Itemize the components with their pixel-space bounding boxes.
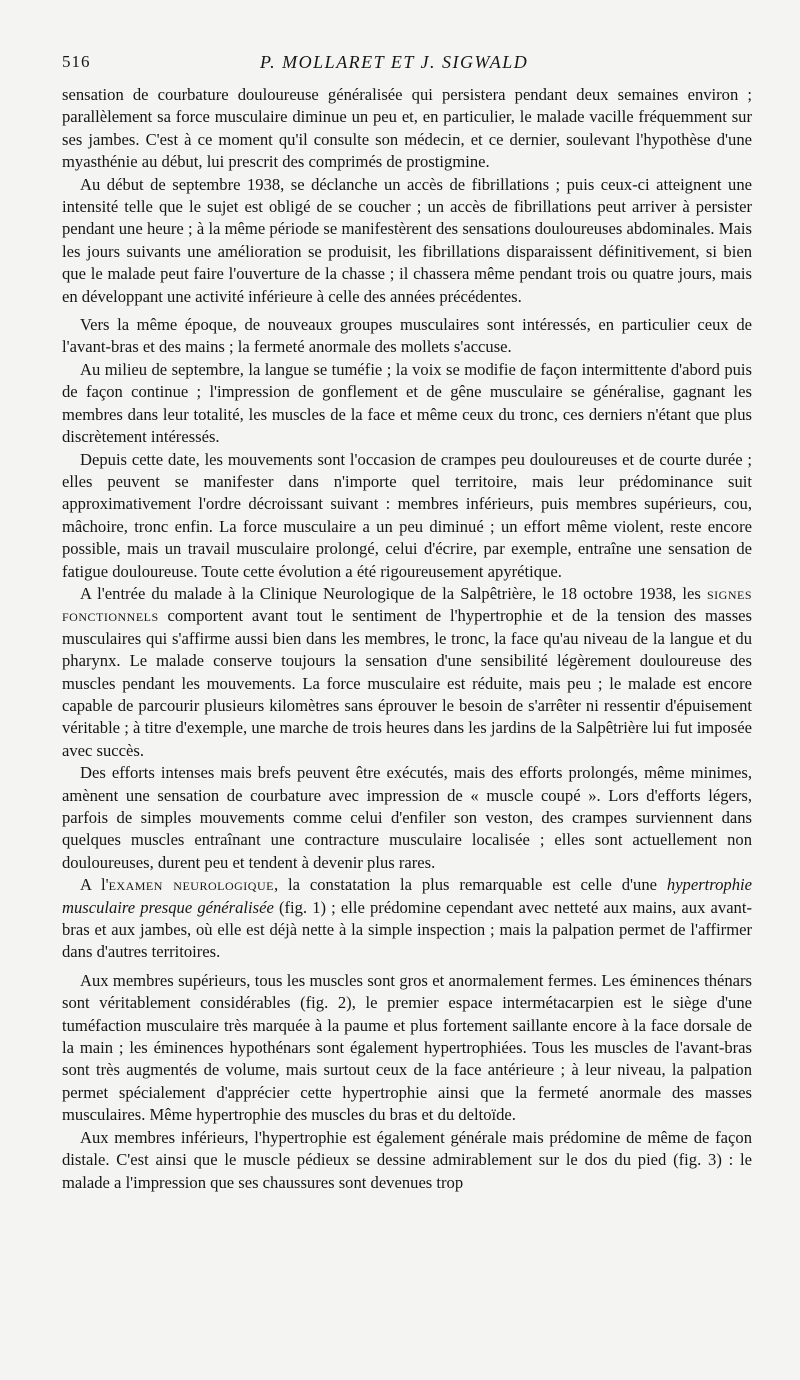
paragraph: Depuis cette date, les mouvements sont l'occasion de crampes peu douloureuses et de courte durée ; elles peuvent se manifester dans n'importe quel territoire, mais leur prédominance suit approximativement l'ordre décroissant suivant : membres inférieurs, puis membres supérieurs, cou, mâchoire, tronc enfin. La force musculaire a un peu diminué ; un effort même violent, reste encore possible, mais un travail musculaire prolongé, celui d'écrire, par exemple, entraîne une sensation de fatigue douloureuse. Toute cette évolution a été rigoureusement apyrétique.: [62, 449, 752, 581]
text-run: comportent avant tout le sentiment de l'hypertrophie et de la tension des masses musculaires qui s'affirme aussi bien dans les membres, le tronc, la face qu'au niveau de la langue et du pharynx. Le malade conserve toujours la sensation d'une sensibilité légèrement douloureuse des muscles pendant les mouvements. La force musculaire est réduite, mais peu ; le malade est encore capable de parcourir plusieurs kilomètres sans éprouver le besoin de s'arrêter ni ressentir d'épuisement véritable ; à titre d'exemple, une marche de trois heures dans les jardins de la Salpêtrière lui fut imposée avec succès.: [62, 606, 752, 760]
body-text: [62, 84, 752, 1194]
paragraph: [62, 583, 752, 762]
paragraph: Vers la même époque, de nouveaux groupes musculaires sont intéressés, en particulier ceux de l'avant-bras et des mains ; la fermeté anormale des mollets s'accuse.: [62, 315, 752, 357]
page-header: [62, 52, 762, 78]
paragraph: Des efforts intenses mais brefs peuvent être exécutés, mais des efforts prolongés, même minimes, amènent une sensation de courbature avec impression de « muscle coupé ». Lors d'efforts légers, parfois de simples mouvements comme celui d'enfiler son veston, des crampes surviennent dans quelques muscles entraînant une contracture musculaire localisée ; elles sont actuellement non douloureuses, durent peu et tendent à devenir plus rares.: [62, 763, 752, 872]
small-caps-heading: signes fonctionnels: [62, 583, 752, 626]
paragraph: Au début de septembre 1938, se déclanche un accès de fibrillations ; puis ceux-ci atteignent une intensité telle que le sujet est obligé de se coucher ; un accès de fibrillations peut arriver à persister pendant une heure ; à la même période se manifestèrent des sensations douloureuses abdominales. Mais les jours suivants une amélioration se produisit, les fibrillations disparaissent définitivement, si bien que le malade peut faire l'ouverture de la chasse ; il chassera même pendant trois ou quatre jours, mais en développant une activité inférieure à celle des années précédentes.: [62, 174, 752, 306]
text-run: A l': [80, 875, 109, 895]
text-run: (fig. 1) ; elle prédomine cependant avec netteté aux mains, aux avant-bras et aux jambes, où elle est déjà nette à la simple inspection ; mais la palpation permet de l'affirmer dans d'autres territoires.: [62, 897, 752, 962]
paragraph: Aux membres supérieurs, tous les muscles sont gros et anormalement fermes. Les éminences thénars sont véritablement considérables (fig. 2), le premier espace intermétacarpien est le siège d'une tuméfaction musculaire très marquée à la paume et plus fortement saillante encore à la face dorsale de la main ; les éminences hypothénars sont également hypertrophiées. Tous les muscles de l'avant-bras sont très augmentés de volume, mais surtout ceux de la face antérieure ; à leur niveau, la palpation permet spécialement d'apprécier cette hypertrophie ainsi que la fermeté anormale des masses musculaires. Même hypertrophie des muscles du bras et du deltoïde.: [62, 970, 752, 1125]
text-run: , la constatation la plus remarquable est celle d'une: [273, 875, 667, 895]
paragraph: Aux membres inférieurs, l'hypertrophie est également générale mais prédomine de même de façon distale. C'est ainsi que le muscle pédieux se dessine admirablement sur le dos du pied (fig. 3) : le malade a l'impression que ses chaussures sont devenues trop: [62, 1127, 752, 1192]
paragraph: [62, 874, 752, 964]
italic-term: hypertrophie musculaire presque généralisée: [62, 875, 752, 917]
paragraph: sensation de courbature douloureuse généralisée qui persistera pendant deux semaines environ ; parallèlement sa force musculaire diminue un peu et, en particulier, le malade vacille fréquemment sur ses jambes. C'est à ce moment qu'il consulte son médecin, et ce dernier, soulevant l'hypothèse d'une myasthénie au début, lui prescrit des comprimés de prostigmine.: [62, 85, 752, 172]
page-number: 516: [62, 52, 91, 71]
running-head: P. MOLLARET ET J. SIGWALD: [260, 52, 529, 72]
small-caps-heading: examen neurologique: [108, 875, 274, 895]
text-run: A l'entrée du malade à la Clinique Neurologique de la Salpêtrière, le 18 octobre 1938, les: [80, 583, 707, 603]
paragraph: Au milieu de septembre, la langue se tuméfie ; la voix se modifie de façon intermittente d'abord puis de façon continue ; l'impression de gonflement et de gêne musculaire se généralise, gagnant les membres dans leur totalité, les muscles de la face et même ceux du tronc, ces derniers n'étant que plus discrètement intéressés.: [62, 359, 752, 447]
